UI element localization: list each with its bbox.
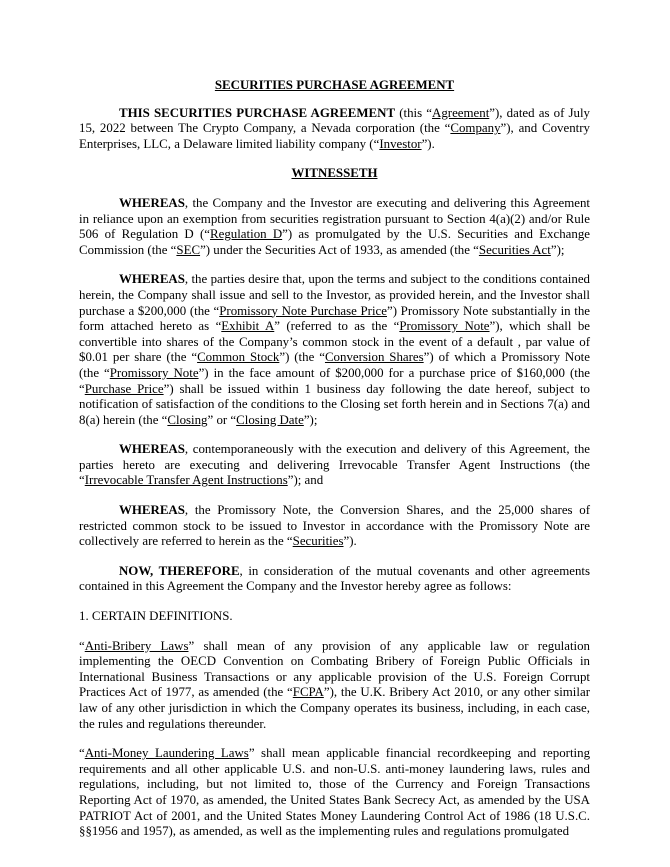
defined-term: Purchase Price — [84, 381, 164, 396]
defined-term: Conversion Shares — [324, 350, 424, 365]
text: ”), the U.K. Bribery Act 2010, or any other similar law of any other jurisdiction in which the Company operates its business, including, in each case, the rules and regulations thereunder. — [79, 685, 590, 731]
text: ”) Promissory Note substantially in the form attached hereto as “ — [79, 303, 590, 334]
text: “ — [79, 638, 85, 653]
text: , the Promissory Note, the Conversion Shares, and the 25,000 shares of restricted common stock to be issued to Investor in accordance with the Promissory Note are collectively are referred to herein as the “ — [79, 503, 590, 549]
text: “ — [79, 746, 85, 761]
text: , the Company and the Investor are executing and delivering this Agreement in reliance upon an exemption from securities registration pursuant to Section 4(a)(2) and/or Rule 506 of Regulation D (“ — [79, 195, 590, 242]
defined-term: Promissory Note — [109, 365, 199, 380]
defined-term: Agreement — [432, 105, 490, 120]
text: ”). — [421, 136, 435, 151]
whereas-paragraph-4 — [79, 503, 590, 550]
whereas-lead: WHEREAS — [119, 503, 185, 518]
now-therefore-paragraph — [79, 564, 590, 595]
defined-term: Anti-Bribery Laws — [84, 638, 189, 653]
defined-term: Closing — [167, 412, 208, 427]
defined-term: Closing Date — [236, 412, 304, 427]
text: ”), which shall be convertible into shares of the Company’s common stock in the event of a default , par value of $0.01 per share (the “ — [79, 319, 591, 365]
text: ” shall mean applicable financial recordkeeping and reporting requirements and all other applicable U.S. and non-U.S. anti-money laundering laws, rules and regulations, including, but not limited to, those of the Currency and Foreign Transactions Reporting Act of 1970, as amended, the United States Bank Secrecy Act, as amended by the USA PATRIOT Act of 2001, and the United States Money Laundering Control Act of 1986 (18 U.S.C. §§1956 and 1957), as amended, as well as the implementing rules and regulations promulgated — [79, 746, 591, 839]
section-heading: 1. CERTAIN DEFINITIONS. — [79, 609, 233, 624]
text: , in consideration of the mutual covenants and other agreements contained in this Agreement the Company and the Investor hereby agree as follows: — [79, 563, 590, 594]
intro-lead: THIS SECURITIES PURCHASE AGREEMENT — [119, 105, 396, 120]
defined-term: Company — [450, 121, 501, 136]
text: , the parties desire that, upon the terms and subject to the conditions contained herein, the Company shall issue and sell to the Investor, as provided herein, and the Investor shall purchase a $200,000 (the “ — [79, 272, 590, 318]
defined-term: Common Stock — [197, 350, 280, 365]
whereas-lead: WHEREAS — [119, 195, 185, 210]
text: ” shall mean of any provision of any applicable law or regulation implementing the OECD Convention on Combating Bribery of Foreign Public Officials in International Business Transactions or any applicable provision of the U.S. Foreign Corrupt Practices Act of 1977, as amended (the “ — [79, 638, 590, 700]
whereas-lead: WHEREAS — [119, 272, 185, 287]
text: ”) under the Securities Act of 1933, as amended (the “ — [200, 242, 479, 257]
whereas-lead: WHEREAS — [119, 442, 185, 457]
defined-term: SEC — [176, 242, 201, 257]
text: ”) of which a Promissory Note (the “ — [79, 350, 590, 380]
text: ”) in the face amount of $200,000 for a purchase price of $160,000 (the “ — [79, 365, 590, 396]
text: ”). — [343, 534, 357, 549]
document-title: SECURITIES PURCHASE AGREEMENT — [214, 78, 455, 92]
defined-term: Regulation D — [210, 227, 283, 242]
whereas-paragraph-1 — [79, 196, 590, 258]
text: ”), and Coventry Enterprises, LLC, a Delaware limited liability company (“ — [79, 121, 590, 151]
text: ”) shall be issued within 1 business day following the date hereof, subject to notification of satisfaction of the conditions to the Closing set forth herein and in Sections 7(a) and 8(a) herein (the “ — [79, 381, 590, 427]
defined-term: Irrevocable Transfer Agent Instructions — [84, 473, 288, 488]
text: ”); — [303, 412, 318, 427]
defined-term: Promissory Note Purchase Price — [219, 303, 387, 318]
text: ”); and — [287, 473, 324, 488]
defined-term: Exhibit A — [221, 319, 275, 334]
text: ”) as promulgated by the U.S. Securities and Exchange Commission (the “ — [79, 227, 590, 257]
whereas-paragraph-3 — [79, 442, 590, 489]
witnesseth-heading: WITNESSETH — [291, 166, 378, 181]
defined-term: Securities — [292, 534, 344, 549]
defined-term: Promissory Note — [399, 319, 490, 334]
text: ”) (the “ — [279, 350, 325, 365]
definition-anti-bribery — [79, 639, 590, 733]
text: (this “ — [395, 105, 433, 120]
defined-term: Securities Act — [478, 242, 551, 257]
text: ” (referred to as the “ — [274, 319, 400, 334]
defined-term: Investor — [379, 136, 422, 151]
text: ” or “ — [207, 412, 237, 427]
defined-term: Anti-Money Laundering Laws — [84, 746, 249, 761]
text: ”); — [550, 242, 565, 257]
definition-anti-money-laundering — [79, 746, 590, 840]
defined-term: FCPA — [292, 685, 324, 700]
text: , contemporaneously with the execution and delivery of this Agreement, the parties hereto are executing and delivering Irrevocable Transfer Agent Instructions (the “ — [79, 442, 590, 488]
intro-paragraph — [79, 106, 590, 153]
now-therefore-lead: NOW, THEREFORE — [119, 563, 240, 578]
whereas-paragraph-2 — [79, 272, 590, 428]
text: ”), dated as of July 15, 2022 between The Crypto Company, a Nevada corporation (the “ — [79, 105, 590, 136]
